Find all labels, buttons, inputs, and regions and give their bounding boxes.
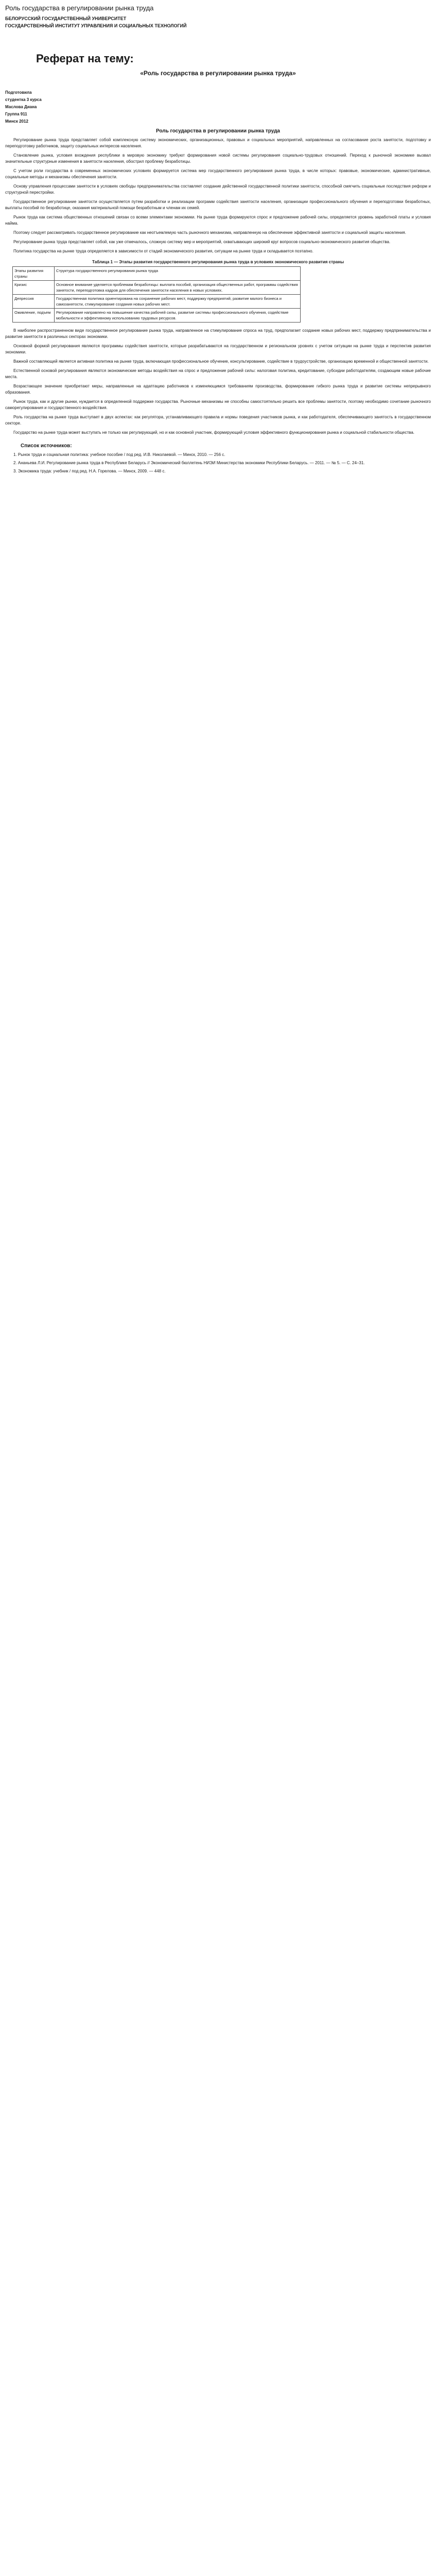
table-header-row <box>13 267 301 281</box>
essay-topic: «Роль государства в регулировании рынка труда» <box>140 70 296 77</box>
section-title: Роль государства в регулировании рынка труда <box>155 128 280 134</box>
document-page <box>0 0 436 492</box>
table-cell: Депрессия <box>13 295 55 309</box>
references-list <box>5 452 431 474</box>
reference-item: 1. Рынок труда и социальная политика: учебное пособие / под ред. И.В. Николаевой. — Минск, 2010. — 256 с. <box>13 452 225 457</box>
table-cell: Регулирование направлено на повышение качества рабочей силы, развитие системы профессионального обучения, содействие мобильности и эффективному использованию трудовых ресурсов. <box>55 309 301 323</box>
table-header-cell: Структура государственного регулирования рынка труда <box>55 267 301 281</box>
paragraph: Основу управления процессами занятости в условиях свободы предпринимательства составляет создание действенной государственной политики занятости, способной смягчить социальные последствия реформ и структурной перестройки. <box>5 184 431 195</box>
reference-item: 3. Экономика труда: учебник / под ред. Н.А. Горелова. — Минск, 2009. — 448 с. <box>13 469 166 473</box>
author-line: Группа 911 <box>5 112 27 116</box>
author-block <box>5 89 431 125</box>
paragraph: Государство на рынке труда может выступать не только как регулирующий, но и как основной участник, формирующий условия эффективного функционирования рынка и социальной стабильности общества. <box>13 430 414 435</box>
institute-name: ГОСУДАРСТВЕННЫЙ ИНСТИТУТ УПРАВЛЕНИЯ И СОЦИАЛЬНЫХ ТЕХНОЛОГИЙ <box>5 23 187 28</box>
essay-heading: Реферат на тему: <box>36 52 134 65</box>
table-row <box>13 281 301 295</box>
author-line: студентка 3 курса <box>5 97 42 102</box>
paragraph: Рынок труда, как и другие рынки, нуждается в определенной поддержке государства. Рыночные механизмы не способны самостоятельно решить все проблемы занятости, поэтому необходимо сочетание рыночного саморегулирования и государственного воздействия. <box>5 399 431 410</box>
paragraph: Политика государства на рынке труда определяется в зависимости от стадий экономического развития, ситуации на рынке труда и складывается поэтапно. <box>13 249 313 253</box>
table-header-cell: Этапы развития страны <box>13 267 55 281</box>
table-cell: Государственная политика ориентирована на сохранение рабочих мест, поддержку предприятий, развитие малого бизнеса и самозанятости, стимулирование создания новых рабочих мест. <box>55 295 301 309</box>
paragraph: В наиболее распространенном виде государственное регулирование рынка труда, направленное на стимулирование спроса на труд, предполагает создание новых рабочих мест, поддержку предпринимательства и развитие занятости в различных секторах экономики. <box>5 328 431 339</box>
paragraph: Возрастающее значение приобретают меры, направленные на адаптацию работников к изменяющимся требованиям производства, формирование гибкого рынка труда и развитие системы непрерывного образования. <box>5 384 431 395</box>
author-line: Минск 2012 <box>5 119 28 124</box>
paragraph: Государственное регулирование занятости осуществляется путем разработки и реализации программ содействия занятости населения, организации профессионального обучения и переподготовки безработных, выплаты пособий по безработице, оказания материальной помощи безработным и членам их семей. <box>5 199 431 210</box>
table-cell: Кризис <box>13 281 55 295</box>
paragraph: Становление рынка, условия вхождения республики в мировую экономику требуют формирования новой системы регулирования социально-трудовых отношений. Переход к рыночной экономике вызвал значительные структурные изменения в занятости населения, обострил проблему безработицы. <box>5 153 431 164</box>
stages-table <box>12 266 301 323</box>
paragraph: Регулирование рынка труда представляет собой комплексную систему экономических, организационных, правовых и социальных мероприятий, направленных на согласование роста занятости, подготовку и переподготовку работников, защиту социальных интересов населения. <box>5 138 431 148</box>
paragraph: С учетом роли государства в современных экономических условиях формируется система мер государственного регулирования рынка труда, в числе которых: правовые, экономические, административные, социальные методы и механизмы обеспечения занятости. <box>5 168 431 179</box>
author-line: Маслова Диана <box>5 105 37 109</box>
paragraph: Роль государства на рынке труда выступает в двух аспектах: как регулятора, устанавливающего правила и нормы поведения участников рынка, и как работодателя, обеспечивающего занятость в государственном секторе. <box>5 415 431 426</box>
table-row <box>13 309 301 323</box>
paragraph: Регулирование рынка труда представляет собой, как уже отмечалось, сложную систему мер и мероприятий, охватывающих широкий круг вопросов социально-экономического развития общества. <box>13 240 391 244</box>
paragraph: Поэтому следует рассматривать государственное регулирование как неотъемлемую часть рыночного механизма, направленную на обеспечение эффективной занятости и социальной защиты населения. <box>13 230 406 235</box>
document-title: Роль государства в регулировании рынка труда <box>5 4 154 12</box>
section2-body <box>5 328 431 436</box>
paragraph: Основной формой регулирования являются программы содействия занятости, которые разрабатываются на государственном и региональном уровнях с учетом ситуации на рынке труда и перспектив развития экономики. <box>5 344 431 354</box>
table-row <box>13 295 301 309</box>
table-caption: Таблица 1 — Этапы развития государственного регулирования рынка труда в условиях экономического развития страны <box>92 260 344 264</box>
table-cell: Оживление, подъем <box>13 309 55 323</box>
table-cell: Основное внимание уделяется проблемам безработицы: выплата пособий, организация общественных работ, программы содействия занятости, переподготовка кадров для обеспечения занятости населения в новых условиях. <box>55 281 301 295</box>
paragraph: Естественной основой регулирования являются экономические методы воздействия на спрос и предложение рабочей силы: налоговая политика, кредитование, субсидии работодателям, создающим новые рабочие места. <box>5 368 431 379</box>
author-line: Подготовила <box>5 90 32 95</box>
section1-body <box>5 137 431 255</box>
university-name: БЕЛОРУССКИЙ ГОСУДАРСТВЕННЫЙ УНИВЕРСИТЕТ <box>5 16 127 21</box>
references-title: Список источников: <box>21 443 72 449</box>
reference-item: 2. Ананьева Л.И. Регулирование рынка труда в Республике Беларусь // Экономический бюллетень НИЭИ Министерства экономики Республики Беларусь. — 2011. — № 5. — С. 24–31. <box>13 461 365 465</box>
paragraph: Рынок труда как система общественных отношений связан со всеми элементами экономики. На рынке труда формируются спрос и предложение рабочей силы, определяется уровень заработной платы и условия найма. <box>5 215 431 226</box>
paragraph: Важной составляющей является активная политика на рынке труда, включающая профессиональное обучение, консультирование, содействие в трудоустройстве, организацию временной и общественной занятости. <box>13 359 429 364</box>
